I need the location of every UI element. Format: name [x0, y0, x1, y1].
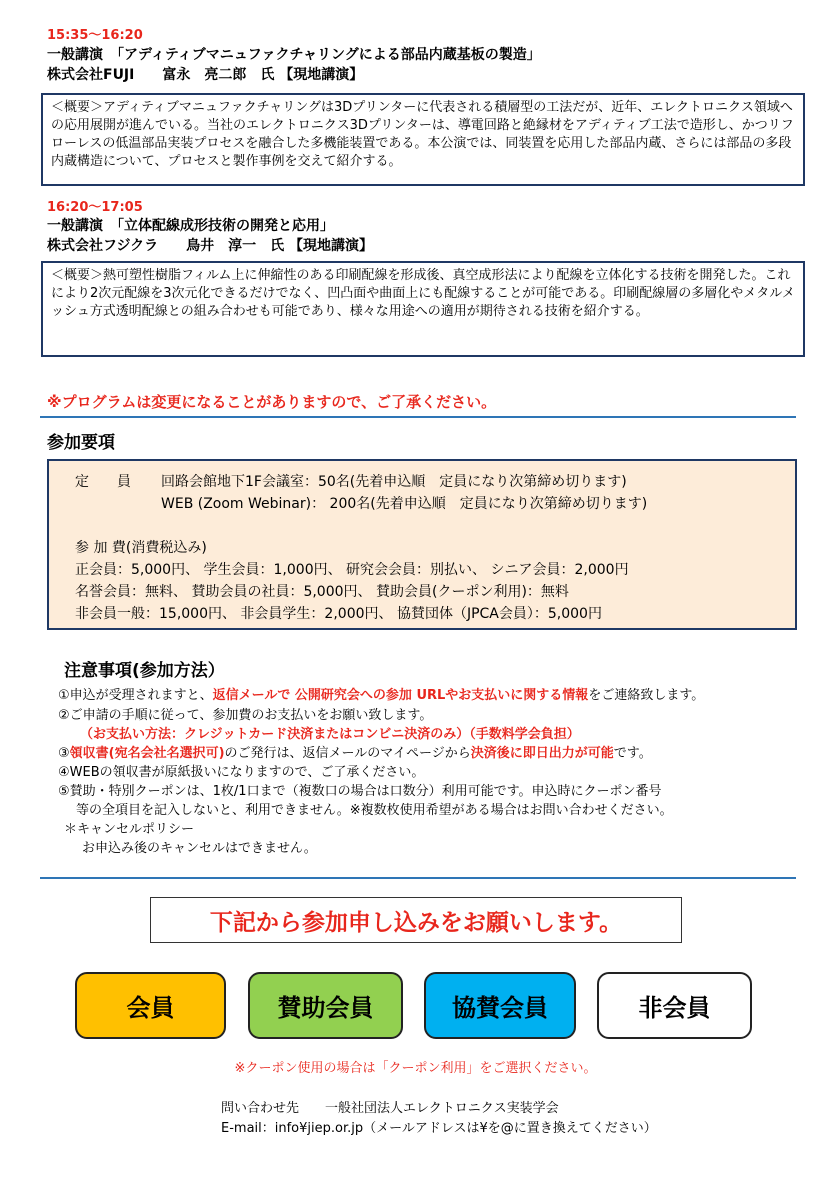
note-3-e: です。 — [613, 746, 652, 761]
lecture-2-abstract: ＜概要＞熱可塑性樹脂フィルム上に伸縮性のある印刷配線を形成後、真空成形法により配線を立体化する技術を開発した。これにより2次元配線を3次元化できるだけでなく、凹凸面や曲面上にも配線することが可能である。印刷配線層の多層化やメタルメッシュ方式透明配線との組み合わせも可能であり、様々な用途への適用が期待される技術を紹介する。 — [41, 261, 805, 357]
note-3-immediate: 決済後に即日出力が可能 — [470, 746, 614, 761]
cosponsor-member-button[interactable]: 協賛会員 — [424, 972, 576, 1039]
lecture-1-speaker: 株式会社FUJI 富永 亮二郎 氏 【現地講演】 — [47, 67, 364, 83]
cancel-policy-title: ＊キャンセルポリシー — [64, 822, 195, 837]
lecture-2-speaker: 株式会社フジクラ 鳥井 淳一 氏 【現地講演】 — [47, 238, 374, 254]
contact-line-1: 問い合わせ先 一般社団法人エレクトロニクス実装学会 — [221, 1101, 559, 1116]
nonmember-button[interactable]: 非会員 — [597, 972, 752, 1039]
lecture-2-title: 一般講演 「立体配線成形技術の開発と応用」 — [47, 218, 334, 234]
note-1-a: ①申込が受理されますと、 — [58, 688, 213, 703]
requirements-heading: 参加要項 — [47, 433, 115, 453]
member-button[interactable]: 会員 — [75, 972, 226, 1039]
note-3-receipt: 領収書(宛名会社名選択可) — [69, 746, 225, 761]
note-1-highlight: 返信メールで 公開研究会への参加 URLやお支払いに関する情報 — [212, 688, 589, 703]
lecture-1-abstract: ＜概要＞アディティブマニュファクチャリングは3Dプリンターに代表される積層型の工法だが、近年、エレクトロニクス領域への応用展開が進んでいる。当社のエレクトロニクス3Dプリンターは、導電回路と絶縁材をアディティブ工法で造形し、かつリフローレスの低温部品実装プロセスを融合した多機能装置である。本公演では、同装置を応用した部品内蔵、さらには部品の多段内蔵構造について、プロセスと製作事例を交えて紹介する。 — [41, 93, 805, 186]
note-1-c: をご連絡致します。 — [588, 688, 705, 703]
note-3 — [58, 742, 652, 761]
divider — [40, 416, 796, 418]
note-2-payment: （お支払い方法：クレジットカード決済またはコンビニ決済のみ）（手数料学会負担） — [80, 727, 580, 742]
divider — [40, 877, 796, 879]
cancel-policy-text: お申込み後のキャンセルはできません。 — [82, 841, 317, 856]
note-2: ②ご申請の手順に従って、参加費のお支払いをお願い致します。 — [58, 708, 433, 723]
capacity-line-2: WEB (Zoom Webinar)： 200名(先着申込順 定員になり次第締め切ります) — [161, 496, 648, 512]
contact-email: E-mail：info¥jiep.or.jp（メールアドレスは¥を@に置き換えてください） — [221, 1121, 657, 1136]
notes-heading: 注意事項(参加方法） — [64, 661, 225, 681]
lecture-2-time: 16:20〜17:05 — [47, 200, 143, 215]
note-5-cont: 等の全項目を記入しないと、利用できません。※複数枚使用希望がある場合はお問い合わせください。 — [76, 803, 673, 818]
lecture-1-title: 一般講演 「アディティブマニュファクチャリングによる部品内蔵基板の製造」 — [47, 47, 541, 63]
fee-line-1: 正会員：5,000円、 学生会員：1,000円、 研究会会員：別払い、 シニア会員：2,000円 — [75, 562, 629, 578]
supporting-member-button[interactable]: 賛助会員 — [248, 972, 403, 1039]
requirements-box — [47, 459, 797, 630]
note-5: ⑤賛助・特別クーポンは、1枚/1口まで（複数口の場合は口数分）利用可能です。申込時にクーポン番号 — [58, 784, 662, 799]
program-change-notice: ※プログラムは変更になることがありますので、ご了承ください。 — [47, 393, 497, 411]
lecture-1-time: 15:35〜16:20 — [47, 28, 143, 43]
note-4: ④WEBの領収書が原紙扱いになりますので、ご了承ください。 — [58, 765, 425, 780]
note-3-c: のご発行は、返信メールのマイページから — [224, 746, 471, 761]
apply-banner: 下記から参加申し込みをお願いします。 — [150, 897, 682, 943]
fee-line-3: 非会員一般：15,000円、 非会員学生：2,000円、 協賛団体（JPCA会員）：5,000円 — [75, 606, 602, 622]
capacity-line-1: 回路会館地下1F会議室：50名(先着申込順 定員になり次第締め切ります) — [161, 474, 627, 490]
capacity-label: 定 員 — [75, 474, 131, 490]
fee-line-2: 名誉会員：無料、 賛助会員の社員：5,000円、 賛助会員(クーポン利用)：無料 — [75, 584, 569, 600]
note-3-a: ③ — [58, 746, 70, 761]
note-1 — [58, 684, 704, 703]
coupon-note: ※クーポン使用の場合は「クーポン利用」をご選択ください。 — [234, 1061, 597, 1076]
fee-label: 参 加 費(消費税込み) — [75, 540, 207, 556]
